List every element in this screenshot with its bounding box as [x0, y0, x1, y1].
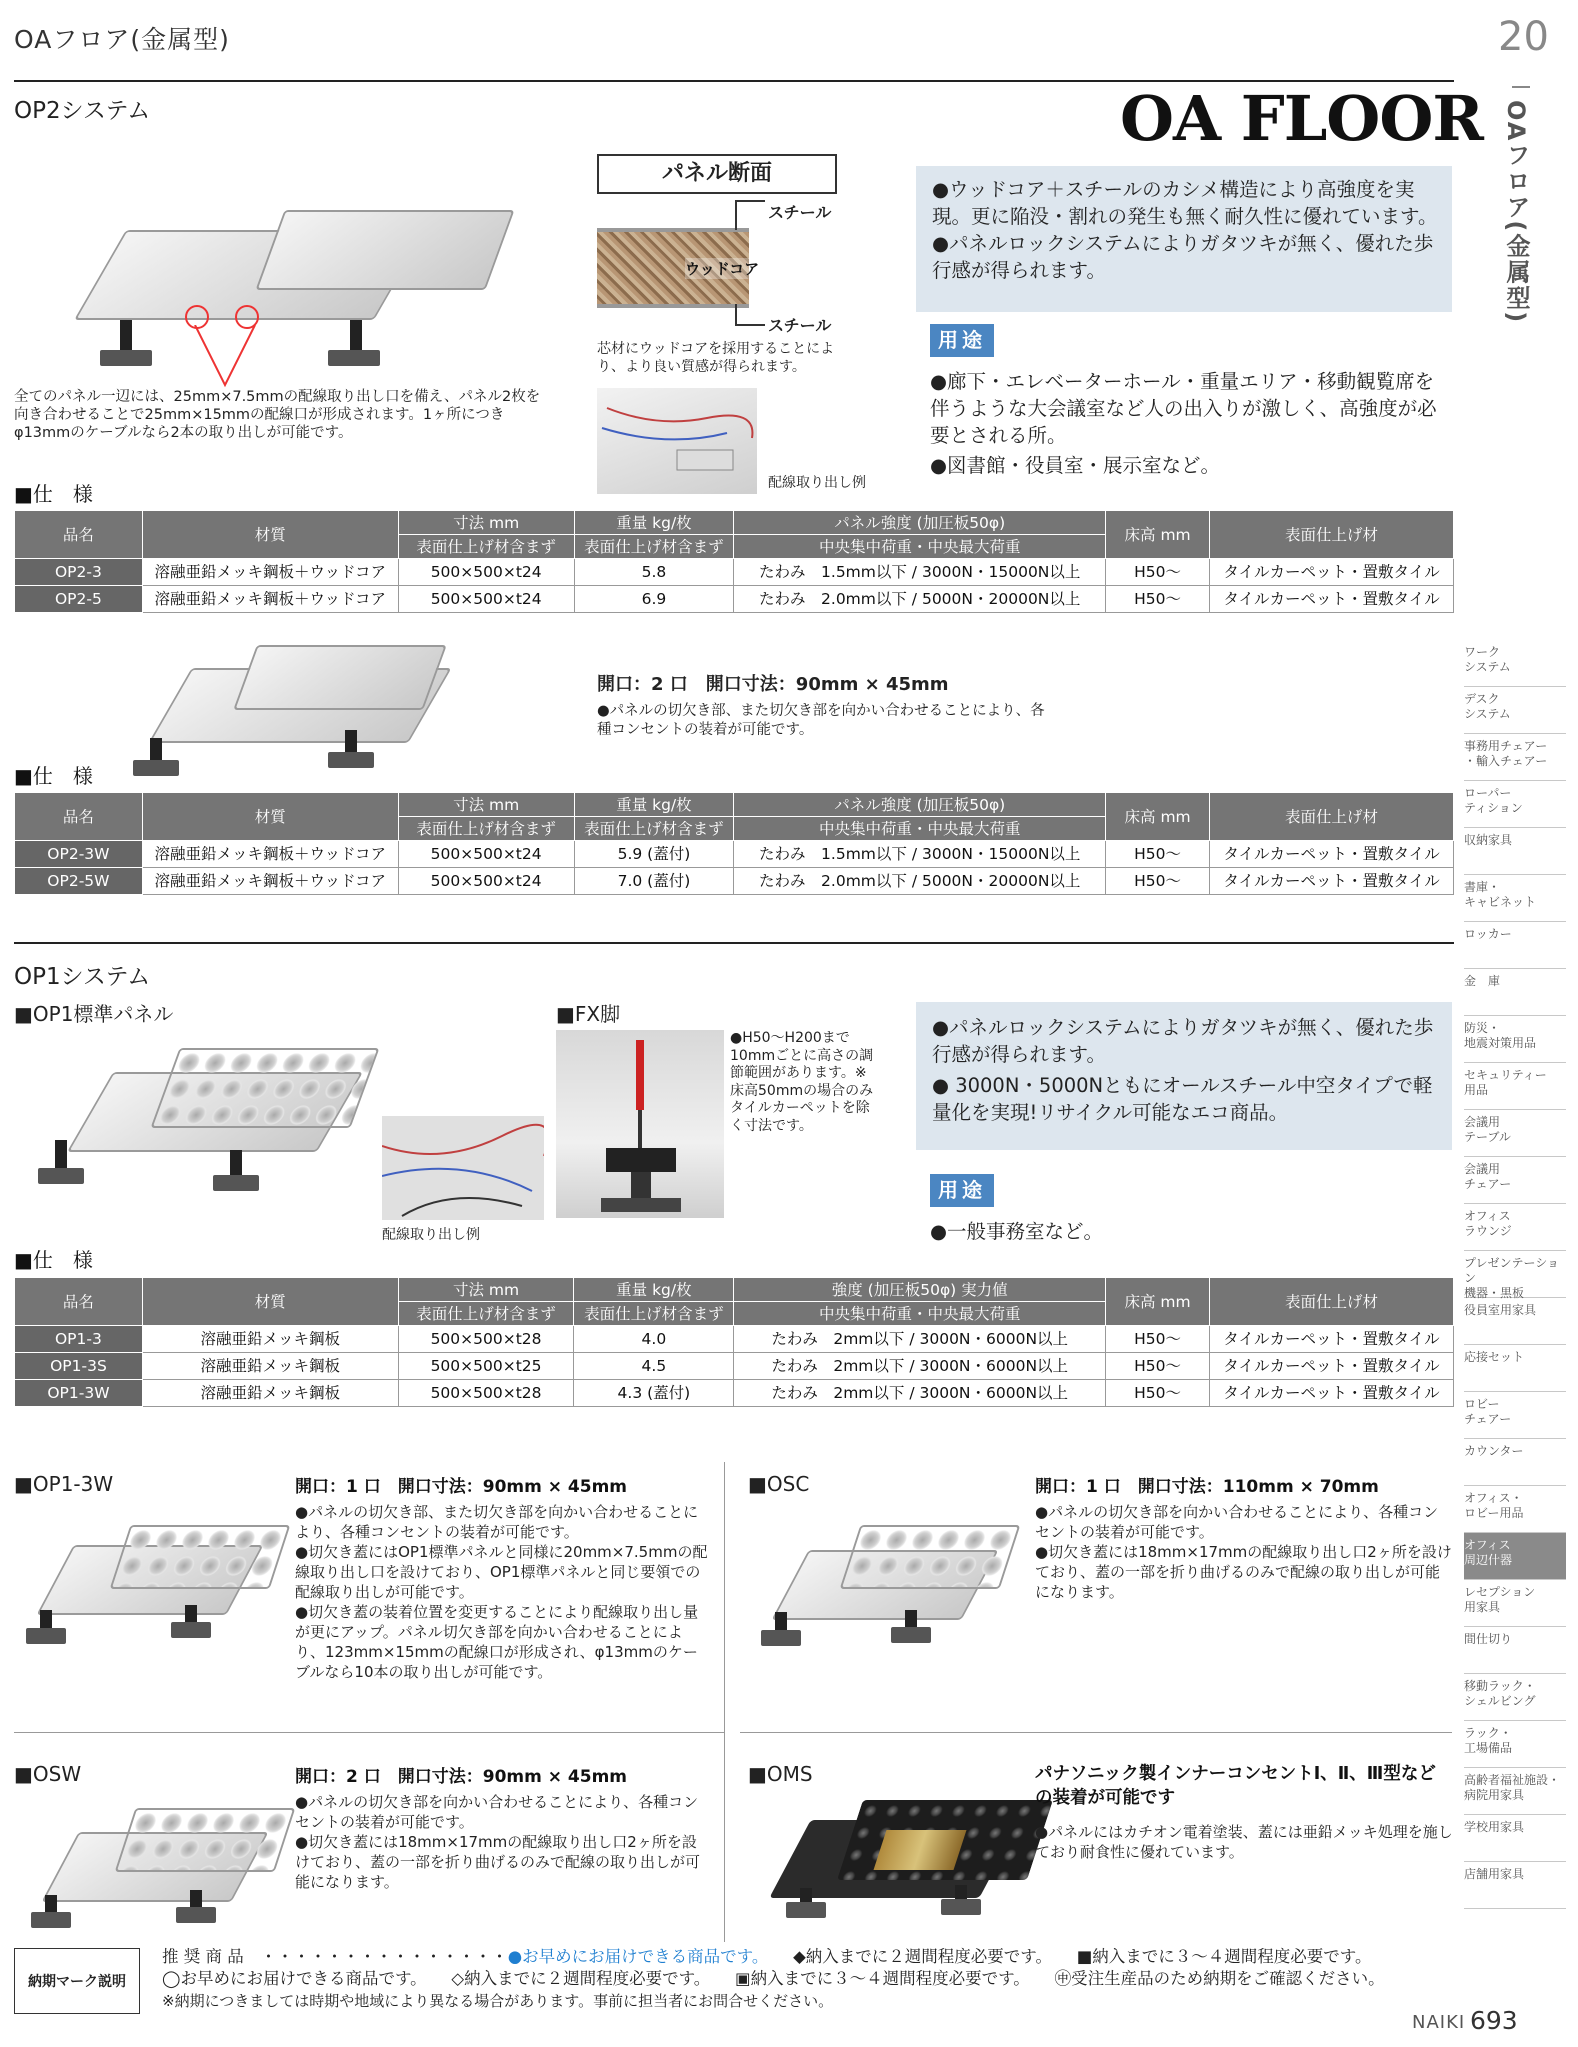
brand-title: OA FLOOR [1120, 82, 1483, 155]
panel-section-title: パネル断面 [597, 154, 837, 194]
op2-feature-1: ●ウッドコア＋スチールのカシメ構造により高強度を実現。更に陥没・割れの発生も無く耐久性に優れています。 [932, 178, 1438, 228]
osc-text-2: ●切欠き蓋には18mm×17mmの配線取り出し口2ヶ所を設けており、蓋の一部を折り曲げるのみで配線の取り出しが可能になります。 [1035, 1543, 1452, 1601]
sidebar-item[interactable]: 応接セット [1464, 1345, 1566, 1392]
sidebar-item[interactable]: カウンター [1464, 1439, 1566, 1486]
op1-wiring-photo [382, 1116, 544, 1220]
op2-title: OP2システム [14, 98, 151, 124]
th-finish: 表面仕上げ材 [1210, 511, 1454, 559]
op1-spec-table: 品名 材質 寸法 mm 重量 kg/枚 強度 (加圧板50φ) 実力値 床高 mm 表面仕上げ材 表面仕上げ材含まず 表面仕上げ材含まず 中央集中荷重・中央最大荷重 OP1-3 溶融亜鉛メッキ鋼板 500×500×t28 4.0 たわみ 2mm以下 / 3000N・6000N以上 H50〜 タイルカーペット・置敷タイル OP1-3S 溶融亜鉛メッキ鋼板 500×500×t25 4.5 たわみ 2mm以下 / 3000N・6000N以上 H50〜 タイルカーペット・置敷タイル OP1-3W 溶融亜鉛メッキ鋼板 500×500×t28 4.3 (蓋付) たわみ 2mm以下 / 3000N・6000N以上 H50〜 タイルカーペット・置敷タイル [14, 1277, 1454, 1407]
op2-spec-title-2: ■仕 様 [14, 764, 93, 788]
op1-feature-1: ●パネルロックシステムによりガタツキが無く、優れた歩行感が得られます。 [932, 1016, 1434, 1066]
op1-feature-2: ● 3000N・5000Nともにオールスチール中空タイプで軽量化を実現!リサイクル可能なエコ商品。 [932, 1074, 1433, 1124]
table-row: OP2-3 溶融亜鉛メッキ鋼板＋ウッドコア 500×500×t24 5.8 たわみ 1.5mm以下 / 3000N・15000N以上 H50〜 タイルカーペット・置敷タイル [15, 559, 1454, 586]
sidebar-item[interactable]: オフィス ラウンジ [1464, 1204, 1566, 1251]
delivery-legend: 推 奨 商 品 ・・・・・・・・・・・・・・・●お早めにお届けできる商品です。 ◆納入までに２週間程度必要です。 ■納入までに３〜４週間程度必要です。 ◯お早めにお届けできる商品です。 ◇納入までに２週間程度必要です。 ▣納入までに３〜４週間程度必要です。 ㊥受注生産品のため納期をご確認ください。 ※納期につきましては時期や地域により異なる場合があります。事前に担当者にお問合せください。 [162, 1946, 1472, 2012]
oms-text-1: ●パネルにはカチオン電着塗装、蓋には亜鉛メッキ処理を施しており耐食性に優れています。 [1035, 1823, 1453, 1861]
sidebar-item[interactable]: ラック・ 工場備品 [1464, 1721, 1566, 1768]
osw-label: ■OSW [14, 1762, 82, 1786]
footer-brand: NAIKI [1412, 2012, 1466, 2033]
op2-feature-2: ●パネルロックシステムによりガタツキが無く、優れた歩行感が得られます。 [932, 232, 1434, 282]
op2-wiring-caption: 配線取り出し例 [768, 475, 866, 491]
page-header-title: OAフロア(金属型) [14, 25, 230, 54]
th-material: 材質 [142, 511, 398, 559]
page-number: 693 [1470, 2006, 1518, 2035]
op2-usage-2: ●図書館・役員室・展示室など。 [930, 454, 1221, 477]
sidebar-item[interactable]: デスク システム [1464, 687, 1566, 734]
oms-label: ■OMS [748, 1762, 813, 1786]
op1-usage-1: ●一般事務室など。 [930, 1220, 1104, 1243]
sidebar-item[interactable]: 収納家具 [1464, 828, 1566, 875]
osw-opening: 開口：2 口 開口寸法：90mm × 45mm [295, 1767, 627, 1787]
label-wood-core: ウッドコア [685, 260, 760, 278]
osw-text-1: ●パネルの切欠き部を向かい合わせることにより、各種コンセントの装着が可能です。 [295, 1793, 699, 1831]
delivery-note: ※納期につきましては時期や地域により異なる場合があります。事前に担当者にお問合せください。 [162, 1992, 834, 2010]
sidebar-item[interactable]: レセプション 用家具 [1464, 1580, 1566, 1627]
sidebar-item[interactable]: ワーク システム [1464, 640, 1566, 687]
op2w-spec-table: 品名 材質 寸法 mm 重量 kg/枚 パネル強度 (加圧板50φ) 床高 mm 表面仕上げ材 表面仕上げ材含まず 表面仕上げ材含まず 中央集中荷重・中央最大荷重 OP2-3W 溶融亜鉛メッキ鋼板＋ウッドコア 500×500×t24 5.9 (蓋付) たわみ 1.5mm以下 / 3000N・15000N以上 H50〜 タイルカーペット・置敷タイル OP2-5W 溶融亜鉛メッキ鋼板＋ウッドコア 500×500×t24 7.0 (蓋付) たわみ 2.0mm以下 / 5000N・20000N以上 H50〜 タイルカーペット・置敷タイル [14, 792, 1454, 895]
op1-usage-tag: 用途 [930, 1174, 994, 1207]
op1-std-label: ■OP1標準パネル [14, 1002, 174, 1026]
sidebar-item[interactable]: 会議用 チェアー [1464, 1157, 1566, 1204]
op2w-opening: 開口：2 口 開口寸法：90mm × 45mm [597, 674, 949, 695]
table-row: OP1-3S 溶融亜鉛メッキ鋼板 500×500×t25 4.5 たわみ 2mm以下 / 3000N・6000N以上 H50〜 タイルカーペット・置敷タイル [15, 1353, 1454, 1380]
table-row: OP2-5 溶融亜鉛メッキ鋼板＋ウッドコア 500×500×t24 6.9 たわみ 2.0mm以下 / 5000N・20000N以上 H50〜 タイルカーペット・置敷タイル [15, 586, 1454, 613]
op2-usage-1: ●廊下・エレベーターホール・重量エリア・移動観覧席を伴うような大会議室など人の出入りが激しく、高強度が必要とされる所。 [930, 370, 1437, 447]
sidebar-item[interactable]: 学校用家具 [1464, 1815, 1566, 1862]
th-size: 寸法 mm [398, 511, 574, 535]
table-row: OP2-3W 溶融亜鉛メッキ鋼板＋ウッドコア 500×500×t24 5.9 (蓋付) たわみ 1.5mm以下 / 3000N・15000N以上 H50〜 タイルカーペット・置敷タイル [15, 841, 1454, 868]
sidebar-item[interactable]: 移動ラック・ シェルビング [1464, 1674, 1566, 1721]
fx-leg-photo [556, 1030, 724, 1218]
op2-wiring-photo [597, 388, 757, 494]
sidebar-item[interactable]: 書庫・ キャビネット [1464, 875, 1566, 922]
op1-title: OP1システム [14, 964, 151, 990]
sidebar-item[interactable]: セキュリティー 用品 [1464, 1063, 1566, 1110]
op13w-text-3: ●切欠き蓋の装着位置を変更することにより配線取り出し量が更にアップ。パネル切欠き部を向かい合わせることにより、123mm×15mmの配線口が形成され、φ13mmのケーブルなら10本の取り出しが可能です。 [295, 1603, 699, 1681]
sidebar-item[interactable]: 事務用チェアー ・輸入チェアー [1464, 734, 1566, 781]
op2-spec-table: 品名 材質 寸法 mm 重量 kg/枚 パネル強度 (加圧板50φ) 床高 mm 表面仕上げ材 表面仕上げ材含まず 表面仕上げ材含まず 中央集中荷重・中央最大荷重 OP2-3 溶融亜鉛メッキ鋼板＋ウッドコア 500×500×t24 5.8 たわみ 1.5mm以下 / 3000N・15000N以上 H50〜 タイルカーペット・置敷タイル OP2-5 溶融亜鉛メッキ鋼板＋ウッドコア 500×500×t24 6.9 たわみ 2.0mm以下 / 5000N・20000N以上 H50〜 タイルカーペット・置敷タイル [14, 510, 1454, 613]
sidebar-item[interactable]: 会議用 テーブル [1464, 1110, 1566, 1157]
sidebar-item[interactable]: 金 庫 [1464, 969, 1566, 1016]
page-number-top: 20 [1498, 14, 1549, 60]
sidebar-item[interactable]: ロビー チェアー [1464, 1392, 1566, 1439]
op2-spec-title: ■仕 様 [14, 482, 93, 506]
op13w-text-1: ●パネルの切欠き部、また切欠き部を向かい合わせることにより、各種コンセントの装着が可能です。 [295, 1503, 699, 1541]
label-steel-top: スチール [768, 203, 832, 222]
sidebar-nav [1464, 640, 1566, 1909]
sidebar-item[interactable]: 高齢者福祉施設・ 病院用家具 [1464, 1768, 1566, 1815]
fx-note: ●H50〜H200まで10mmごとに高さの調節範囲があります。※床高50mmの場合のみタイルカーペットを除く寸法です。 [730, 1030, 874, 1134]
op13w-text-2: ●切欠き蓋にはOP1標準パネルと同様に20mm×7.5mmの配線取り出し口を設けており、OP1標準パネルと同じ要領での配線取り出しが可能です。 [295, 1543, 708, 1601]
side-title: OAフロア(金属型) [1502, 100, 1530, 325]
op2-left-caption: 全てのパネル一辺には、25mm×7.5mmの配線取り出し口を備え、パネル2枚を向き合わせることで25mm×15mmの配線口が形成されます。1ヶ所につきφ13mmのケーブルなら2本の取り出しが可能です。 [14, 389, 541, 441]
fx-label: ■FX脚 [556, 1002, 621, 1026]
sidebar-item[interactable]: オフィス・ ロビー用品 [1464, 1486, 1566, 1533]
osw-text-2: ●切欠き蓋には18mm×17mmの配線取り出し口2ヶ所を設けており、蓋の一部を折り曲げるのみで配線の取り出しが可能になります。 [295, 1833, 701, 1891]
delivery-mark-label: 納期マーク説明 [14, 1948, 140, 2014]
osc-text-1: ●パネルの切欠き部を向かい合わせることにより、各種コンセントの装着が可能です。 [1035, 1503, 1439, 1541]
table-row: OP1-3W 溶融亜鉛メッキ鋼板 500×500×t28 4.3 (蓋付) たわみ 2mm以下 / 3000N・6000N以上 H50〜 タイルカーペット・置敷タイル [15, 1380, 1454, 1407]
sidebar-item[interactable]: 店舗用家具 [1464, 1862, 1566, 1909]
panel-section-caption: 芯材にウッドコアを採用することにより、より良い質感が得られます。 [597, 341, 835, 375]
sidebar-item[interactable]: 役員室用家具 [1464, 1298, 1566, 1345]
op1-wiring-caption: 配線取り出し例 [382, 1227, 480, 1243]
op13w-label: ■OP1-3W [14, 1472, 114, 1496]
osc-label: ■OSC [748, 1472, 810, 1496]
sidebar-item[interactable]: 間仕切り [1464, 1627, 1566, 1674]
sidebar-item[interactable]: オフィス 周辺什器 [1464, 1533, 1566, 1580]
table-row: OP1-3 溶融亜鉛メッキ鋼板 500×500×t28 4.0 たわみ 2mm以下 / 3000N・6000N以上 H50〜 タイルカーペット・置敷タイル [15, 1326, 1454, 1353]
th-strength: パネル強度 (加圧板50φ) [734, 511, 1106, 535]
op2-features-box [916, 166, 1452, 312]
oms-opening: パナソニック製インナーコンセントⅠ、Ⅱ、Ⅲ型などの装着が可能です [1035, 1764, 1436, 1808]
sidebar-item[interactable]: プレゼンテーション 機器・黒板 [1464, 1251, 1566, 1298]
op1-spec-title: ■仕 様 [14, 1248, 93, 1272]
op1-features-box [916, 1002, 1452, 1150]
osc-opening: 開口：1 口 開口寸法：110mm × 70mm [1035, 1477, 1379, 1497]
legend-recommended: 推 奨 商 品 ・・・・・・・・・・・・・・・ [162, 1947, 508, 1966]
sidebar-item[interactable]: ロッカー [1464, 922, 1566, 969]
th-height: 床高 mm [1106, 511, 1210, 559]
table-row: OP2-5W 溶融亜鉛メッキ鋼板＋ウッドコア 500×500×t24 7.0 (蓋付) たわみ 2.0mm以下 / 5000N・20000N以上 H50〜 タイルカーペット・置敷タイル [15, 868, 1454, 895]
op2-usage-tag: 用途 [930, 324, 994, 357]
sidebar-item[interactable]: ローパー ティション [1464, 781, 1566, 828]
th-weight: 重量 kg/枚 [574, 511, 734, 535]
label-steel-bottom: スチール [768, 316, 832, 335]
op13w-opening: 開口：1 口 開口寸法：90mm × 45mm [295, 1477, 627, 1497]
th-name: 品名 [15, 511, 143, 559]
op2w-text: ●パネルの切欠き部、また切欠き部を向かい合わせることにより、各種コンセントの装着が可能です。 [597, 703, 1045, 738]
sidebar-item[interactable]: 防災・ 地震対策用品 [1464, 1016, 1566, 1063]
